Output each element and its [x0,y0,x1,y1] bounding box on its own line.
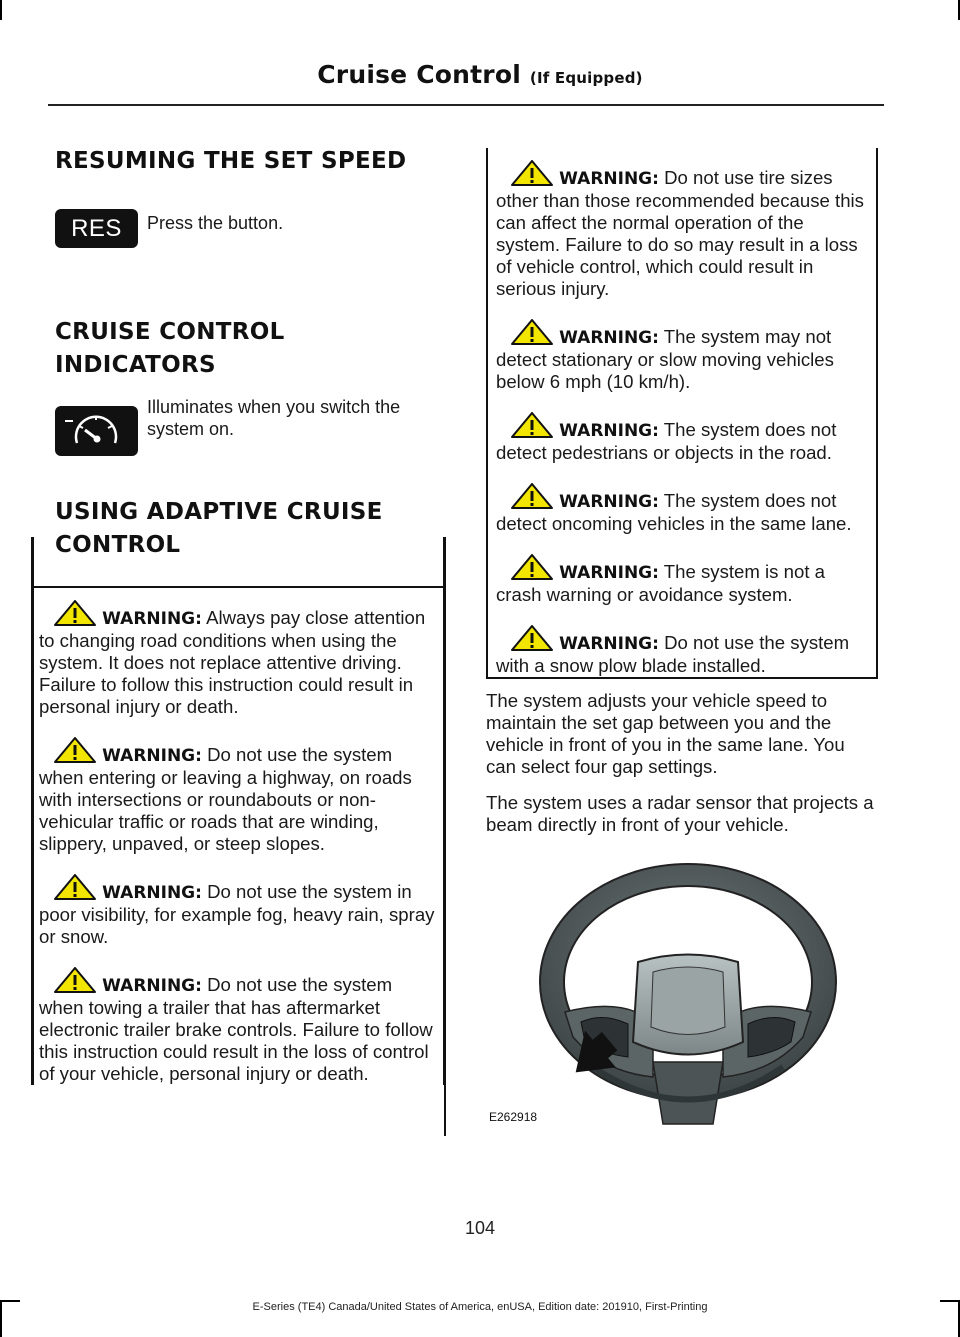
warning-box-left [31,586,446,1136]
using-heading-line2: CONTROL [55,532,181,558]
warning-label: WARNING: [559,169,659,189]
warning-box-right [486,148,878,679]
warning-item [496,625,868,677]
warning-label: WARNING: [102,976,202,996]
warning-text: Do not use the system when entering or leaving a highway, on roads with intersections or roundabouts or non-vehicular traffic or roads that are winding, slippery, unpaved, or steep slopes. [39,744,412,854]
header-divider [48,104,884,106]
left-column [39,145,447,1136]
radar-sensor-paragraph: The system uses a radar sensor that projects a beam directly in front of your vehicle. [486,792,874,835]
warning-text: The system does not detect pedestrians or objects in the road. [496,419,837,463]
warning-label: WARNING: [102,883,202,903]
warning-item [496,554,868,606]
warning-triangle-icon [510,160,554,186]
indicators-heading-line1: CRUISE CONTROL [55,319,285,345]
gap-settings-paragraph: The system adjusts your vehicle speed to maintain the set gap between you and the vehicle in front of you in the same lane. You can select four gap settings. [486,690,845,777]
warning-triangle-icon [510,554,554,580]
warning-item [496,412,868,464]
warning-label: WARNING: [559,421,659,441]
warning-triangle-icon [510,625,554,651]
gauge-icon [55,406,138,456]
steering-wheel-icon [533,862,843,1130]
page-title [0,60,960,89]
warning-item [39,967,436,1085]
using-acc-heading [55,496,447,562]
warning-triangle-icon [53,874,97,900]
warning-text: Do not use tire sizes other than those recommended because this can affect the normal operation of the system. Failure to do so may result in a loss of vehicle control, which could result in serious injury. [496,167,864,299]
page-title-main: Cruise Control [317,60,521,89]
warning-text: Do not use the system with a snow plow blade installed. [496,632,850,676]
res-button-icon: RES [55,209,138,248]
warning-label: WARNING: [559,328,659,348]
warning-label: WARNING: [102,609,202,629]
warning-label: WARNING: [559,563,659,583]
cruise-gauge-icon [55,406,138,456]
warning-item [39,600,436,718]
warning-item [496,483,868,535]
warning-triangle-icon [510,319,554,345]
warning-label: WARNING: [559,492,659,512]
warning-text: The system is not a crash warning or avoidance system. [496,561,826,605]
warning-triangle-icon [53,967,97,993]
warning-item [39,874,436,948]
resume-heading: RESUMING THE SET SPEED [55,148,407,174]
warning-text: The system may not detect stationary or slow moving vehicles below 6 mph (10 km/h). [496,326,834,392]
figure-id: E262918 [489,1110,538,1124]
indicator-row [0,396,447,476]
warning-text: Do not use the system in poor visibility, for example fog, heavy rain, spray or snow. [39,881,435,947]
warning-triangle-icon [53,737,97,763]
warning-triangle-icon [510,483,554,509]
warning-text: Always pay close attention to changing road conditions when using the system. It does not replace attentive driving. Failure to follow this instruction could result in personal injury or death. [39,607,426,717]
page-number: 104 [464,1218,496,1238]
edition-footer: E-Series (TE4) Canada/United States of America, enUSA, Edition date: 201910, First-Printing [252,1301,708,1313]
warning-text: The system does not detect oncoming vehicles in the same lane. [496,490,852,534]
indicators-heading [55,316,447,382]
warning-item [39,737,436,855]
indicators-heading-line2: INDICATORS [55,352,216,378]
resume-instruction: Press the button. [147,213,284,233]
page-title-subtitle: (If Equipped) [529,69,643,87]
warning-text: Do not use the system when towing a trailer that has aftermarket electronic trailer brake controls. Failure to follow this instruction could result in the loss of control of your vehicle, personal injury or death. [39,974,433,1084]
resume-row [0,196,447,296]
warning-box-left-border [443,537,446,1085]
warning-item [496,160,868,300]
indicator-description: Illuminates when you switch the system on. [147,397,401,439]
right-column [486,148,878,836]
warning-label: WARNING: [102,746,202,766]
warning-box-left-border [31,537,34,1085]
warning-triangle-icon [510,412,554,438]
crop-mark [0,0,2,20]
warning-item [496,319,868,393]
warning-label: WARNING: [559,634,659,654]
using-heading-line1: USING ADAPTIVE CRUISE [55,499,383,525]
warning-triangle-icon [53,600,97,626]
steering-wheel-figure [533,862,843,1130]
